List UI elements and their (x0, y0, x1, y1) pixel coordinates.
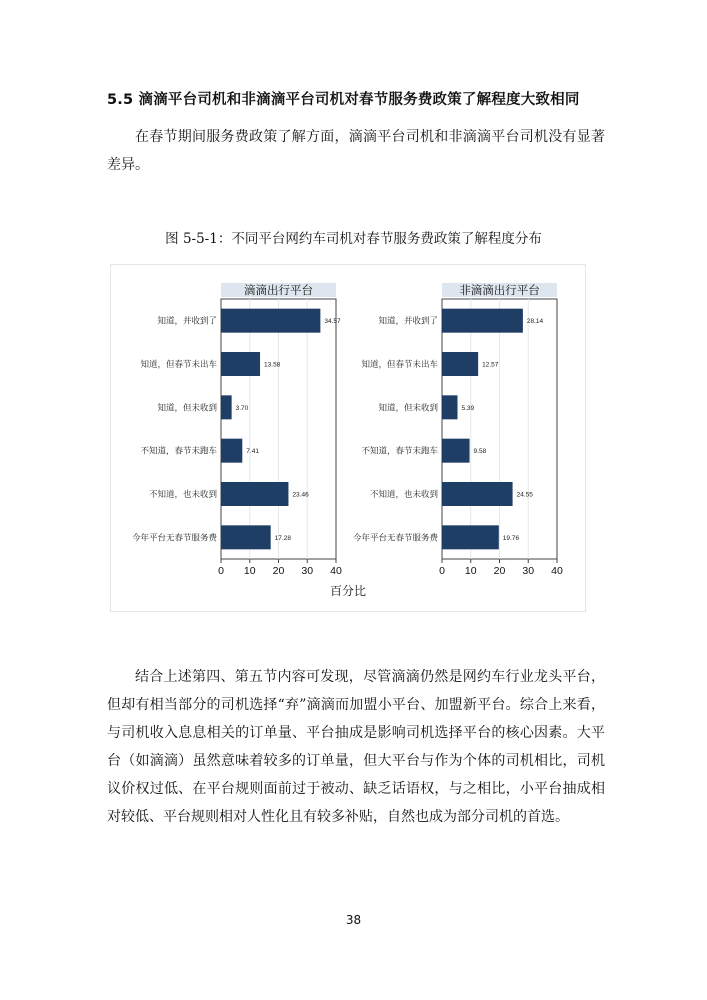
x-tick-label: 30 (301, 565, 314, 577)
page-number: 38 (345, 913, 362, 927)
x-tick-label: 20 (272, 565, 285, 577)
category-label: 知道，但未收到 (378, 403, 438, 414)
data-label: 28.14 (526, 318, 544, 326)
x-tick-label: 30 (522, 565, 535, 577)
data-label: 9.58 (473, 448, 487, 456)
figure-caption: 图 5-5-1：不同平台网约车司机对春节服务费政策了解程度分布 (165, 231, 542, 247)
bar (221, 525, 271, 549)
x-tick-label: 40 (330, 565, 342, 577)
bar (442, 525, 499, 549)
data-label: 34.57 (324, 318, 341, 326)
x-tick-label: 40 (551, 565, 563, 577)
category-label: 不知道，春节未跑车 (361, 446, 438, 457)
x-tick-label: 0 (218, 565, 224, 577)
bar-chart (111, 265, 585, 611)
x-tick-label: 0 (439, 565, 445, 577)
data-label: 3.70 (235, 404, 249, 412)
bar (221, 309, 320, 333)
bar (221, 439, 242, 463)
category-label: 不知道，也未收到 (369, 490, 438, 500)
category-label: 今年平台无春节服务费 (131, 533, 217, 544)
panel-title: 非滴滴出行平台 (459, 283, 540, 297)
data-label: 19.76 (502, 534, 520, 542)
category-label: 知道，并收到了 (378, 316, 438, 327)
bar (442, 439, 470, 463)
x-tick-label: 20 (493, 565, 506, 577)
bar (442, 482, 513, 506)
data-label: 24.55 (516, 491, 533, 499)
bar (221, 352, 260, 376)
chart-figure (110, 264, 586, 612)
conclusion-paragraph: 结合上述第四、第五节内容可发现，尽管滴滴仍然是网约车行业龙头平台，但却有相当部分的司机选择“弃”滴滴而加盟小平台、加盟新平台。综合上来看，与司机收入息息相关的订单量、平台抽成是影响司机选择平台的核心因素。大平台（如滴滴）虽然意味着较多的订单量，但大平台与作为个体的司机相比，司机议价权过低、在平台规则面前过于被动、缺乏话语权，与之相比，小平台抽成相对较低、平台规则相对人性化且有较多补贴，自然也成为部分司机的首选。 (107, 669, 605, 825)
data-label: 5.39 (461, 404, 475, 412)
bar (442, 395, 457, 419)
category-label: 不知道，春节未跑车 (140, 446, 217, 457)
data-label: 13.58 (264, 361, 281, 369)
x-tick-label: 10 (464, 565, 477, 577)
category-label: 知道，但春节未出车 (140, 360, 217, 370)
category-label: 今年平台无春节服务费 (352, 533, 438, 544)
intro-paragraph: 在春节期间服务费政策了解方面，滴滴平台司机和非滴滴平台司机没有显著差异。 (107, 129, 605, 173)
data-label: 7.41 (246, 448, 259, 456)
bar (442, 352, 478, 376)
bar (221, 395, 232, 419)
section-heading: 5.5 滴滴平台司机和非滴滴平台司机对春节服务费政策了解程度大致相同 (107, 92, 580, 108)
category-label: 不知道，也未收到 (148, 490, 217, 500)
category-label: 知道，但春节未出车 (361, 360, 438, 370)
data-label: 17.28 (274, 534, 291, 542)
x-axis-label: 百分比 (329, 584, 367, 598)
bar (221, 482, 288, 506)
x-tick-label: 10 (243, 565, 256, 577)
bar (442, 309, 523, 333)
data-label: 23.46 (292, 491, 309, 499)
category-label: 知道，并收到了 (157, 316, 217, 327)
category-label: 知道，但未收到 (157, 403, 217, 414)
data-label: 12.57 (482, 361, 499, 369)
panel-title: 滴滴出行平台 (244, 283, 313, 297)
